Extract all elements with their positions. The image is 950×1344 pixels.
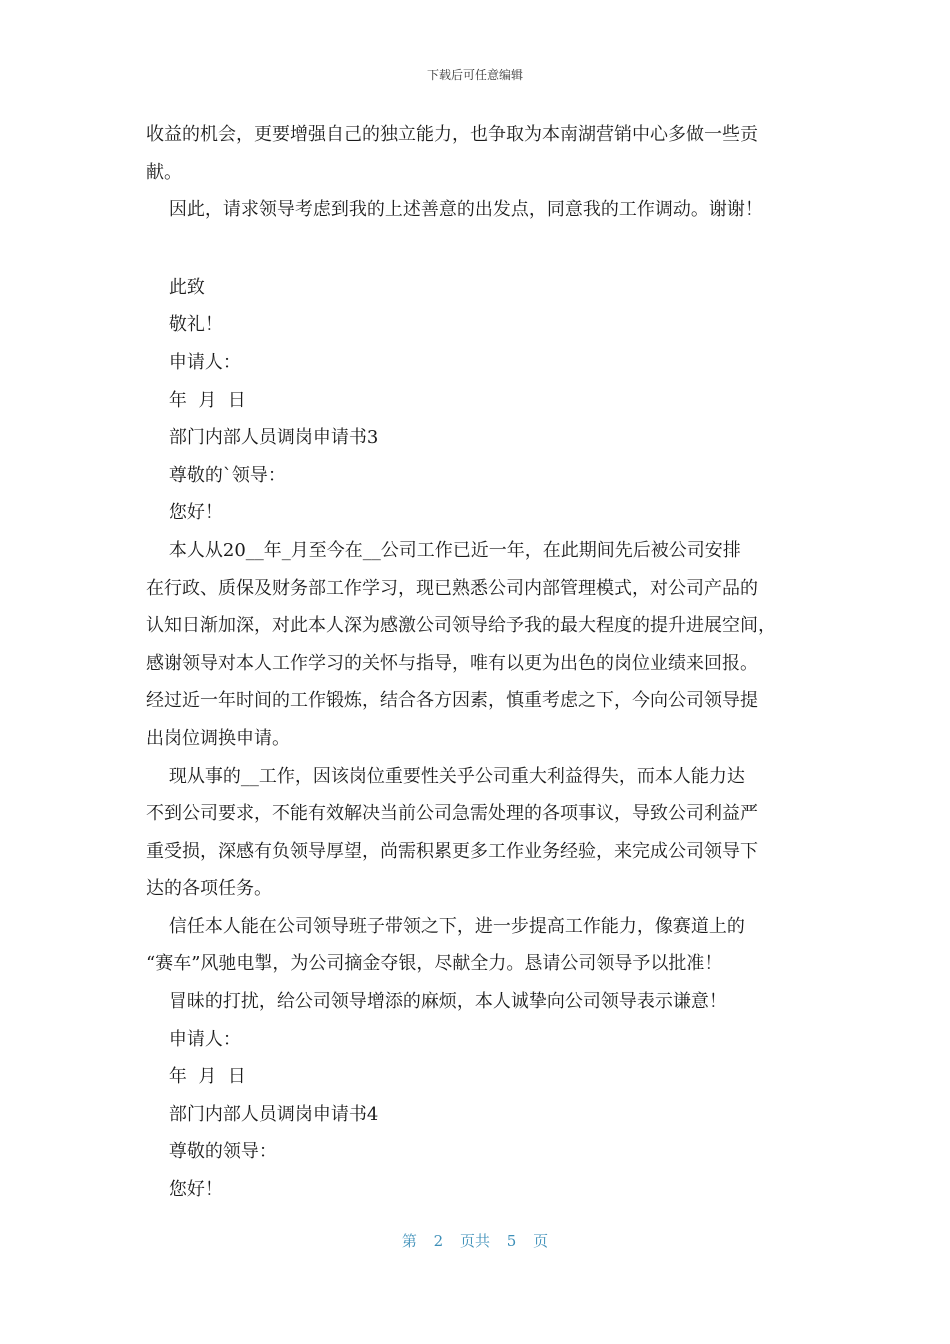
text-line: 年 月 日 (146, 389, 246, 411)
text-line: 不到公司要求，不能有效解决当前公司急需处理的各项事议，导致公司利益严 (146, 803, 758, 825)
paragraph-group-b (146, 269, 812, 1209)
text-line: 达的各项任务。 (146, 878, 272, 900)
text-line: 您好！ (146, 502, 223, 524)
text-line: 申请人： (146, 351, 241, 373)
text-line: 部门内部人员调岗申请书3 (146, 427, 379, 449)
text-line: 本人从20__年_月至今在__公司工作已近一年，在此期间先后被公司安排 (146, 539, 741, 561)
text-line: 感谢领导对本人工作学习的关怀与指导，唯有以更为出色的岗位业绩来回报。 (146, 652, 758, 674)
paragraph-group-a (146, 116, 812, 229)
text-line: 尊敬的领导： (146, 1141, 277, 1163)
text-line: 此致 (146, 276, 205, 298)
text-line: 尊敬的`领导： (146, 464, 286, 486)
text-line: 您好！ (146, 1179, 223, 1201)
text-line: 申请人： (146, 1028, 241, 1050)
text-line: 敬礼！ (146, 314, 223, 336)
text-line: 出岗位调换申请。 (146, 727, 290, 749)
text-line: “赛车”风驰电掣，为公司摘金夺银，尽献全力。恳请公司领导予以批准！ (146, 953, 723, 975)
text-line: 经过近一年时间的工作锻炼，结合各方因素，慎重考虑之下，今向公司领导提 (146, 690, 758, 712)
text-line: 因此，请求领导考虑到我的上述善意的出发点，同意我的工作调动。谢谢！ (146, 199, 763, 221)
text-line: 献。 (146, 161, 182, 183)
text-line: 重受损，深感有负领导厚望，尚需积累更多工作业务经验，来完成公司领导下 (146, 840, 758, 862)
text-line: 部门内部人员调岗申请书4 (146, 1103, 379, 1125)
blank-gap (146, 229, 812, 269)
text-line: 在行政、质保及财务部工作学习，现已熟悉公司内部管理模式，对公司产品的 (146, 577, 758, 599)
page-header: 下载后可任意编辑 (426, 68, 523, 82)
page-footer: 第 2 页共 5 页 (401, 1232, 549, 1250)
text-line: 年 月 日 (146, 1066, 246, 1088)
text-line: 信任本人能在公司领导班子带领之下，进一步提高工作能力，像赛道上的 (146, 915, 745, 937)
text-line: 冒昧的打扰，给公司领导增添的麻烦，本人诚挚向公司领导表示谦意！ (146, 991, 727, 1013)
text-line: 现从事的__工作，因该岗位重要性关乎公司重大利益得失，而本人能力达 (146, 765, 745, 787)
text-line: 收益的机会，更要增强自己的独立能力，也争取为本南湖营销中心多做一些贡 (146, 124, 758, 145)
text-line: 认知日渐加深，对此本人深为感激公司领导给予我的最大程度的提升进展空间， (146, 615, 776, 637)
document-body (146, 116, 812, 1209)
